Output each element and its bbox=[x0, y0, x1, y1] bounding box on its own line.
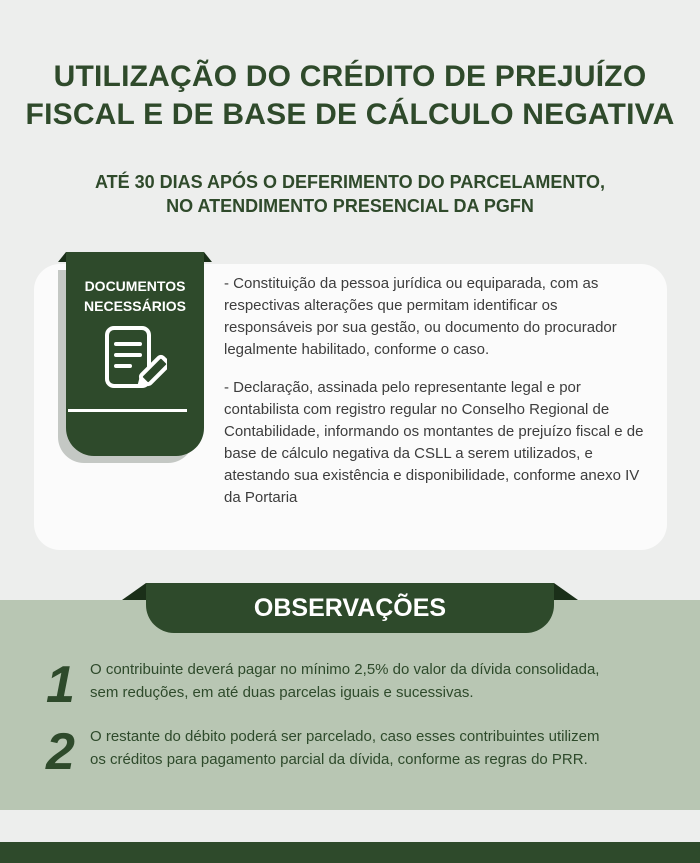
observations-banner-fold-right bbox=[554, 583, 578, 600]
documents-tab-fold-left bbox=[58, 252, 66, 262]
page-subtitle bbox=[0, 170, 700, 218]
documents-tab-title-line-1: DOCUMENTOS bbox=[84, 278, 186, 294]
observation-1-line-2: sem reduções, em até duas parcelas iguais e sucessivas. bbox=[90, 684, 474, 701]
observations-title: OBSERVAÇÕES bbox=[253, 594, 447, 622]
subtitle-prefix: ATÉ bbox=[94, 172, 135, 192]
document-edit-icon bbox=[103, 324, 167, 394]
subtitle-line-2: NO ATENDIMENTO PRESENCIAL DA PGFN bbox=[166, 196, 534, 216]
observation-2-line-1: O restante do débito poderá ser parcelado, caso esses contribuintes utilizem bbox=[90, 728, 600, 745]
document-item-1: - Constituição da pessoa jurídica ou equiparada, com as respectivas alterações que permitam identificar os responsáveis por sua gestão, ou documento do procurador legalmente habilitado, conforme o caso. bbox=[224, 275, 617, 358]
document-item-2: - Declaração, assinada pelo representante legal e por contabilista com registro regular no Conselho Regional de Contabilidade, informando os montantes de prejuízo fiscal e de base de cálculo negativa da CSLL a serem utilizados, e atestando sua existência e disponibilidade, conforme anexo IV da Portaria bbox=[224, 379, 644, 506]
observation-text-2 bbox=[90, 725, 670, 771]
observation-item-2 bbox=[0, 724, 700, 784]
observation-text-1 bbox=[90, 658, 670, 704]
observation-1-line-1: O contribuinte deverá pagar no mínimo 2,5% do valor da dívida consolidada, bbox=[90, 661, 600, 678]
subtitle-line-1 bbox=[0, 170, 700, 194]
documents-tab-rule bbox=[68, 409, 187, 412]
subtitle-deadline: 30 DIAS bbox=[134, 172, 203, 192]
observation-number-2: 2 bbox=[46, 723, 75, 781]
subtitle-suffix: APÓS O DEFERIMENTO DO PARCELAMENTO, bbox=[202, 172, 606, 192]
observation-item-1 bbox=[0, 657, 700, 717]
documents-tab-title bbox=[66, 276, 204, 316]
documents-tab-fold-right bbox=[204, 252, 212, 262]
page-title-line-2: FISCAL E DE BASE DE CÁLCULO NEGATIVA bbox=[25, 98, 675, 131]
observation-number-1: 1 bbox=[46, 656, 75, 714]
page-title bbox=[0, 58, 700, 134]
observations-banner-fold-left bbox=[122, 583, 146, 600]
footer-bar bbox=[0, 842, 700, 863]
page-title-line-1: UTILIZAÇÃO DO CRÉDITO DE PREJUÍZO bbox=[53, 60, 647, 93]
documents-tab-title-line-2: NECESSÁRIOS bbox=[84, 298, 186, 314]
observation-2-line-2: os créditos para pagamento parcial da dívida, conforme as regras do PRR. bbox=[90, 751, 588, 768]
documents-list bbox=[224, 273, 644, 525]
